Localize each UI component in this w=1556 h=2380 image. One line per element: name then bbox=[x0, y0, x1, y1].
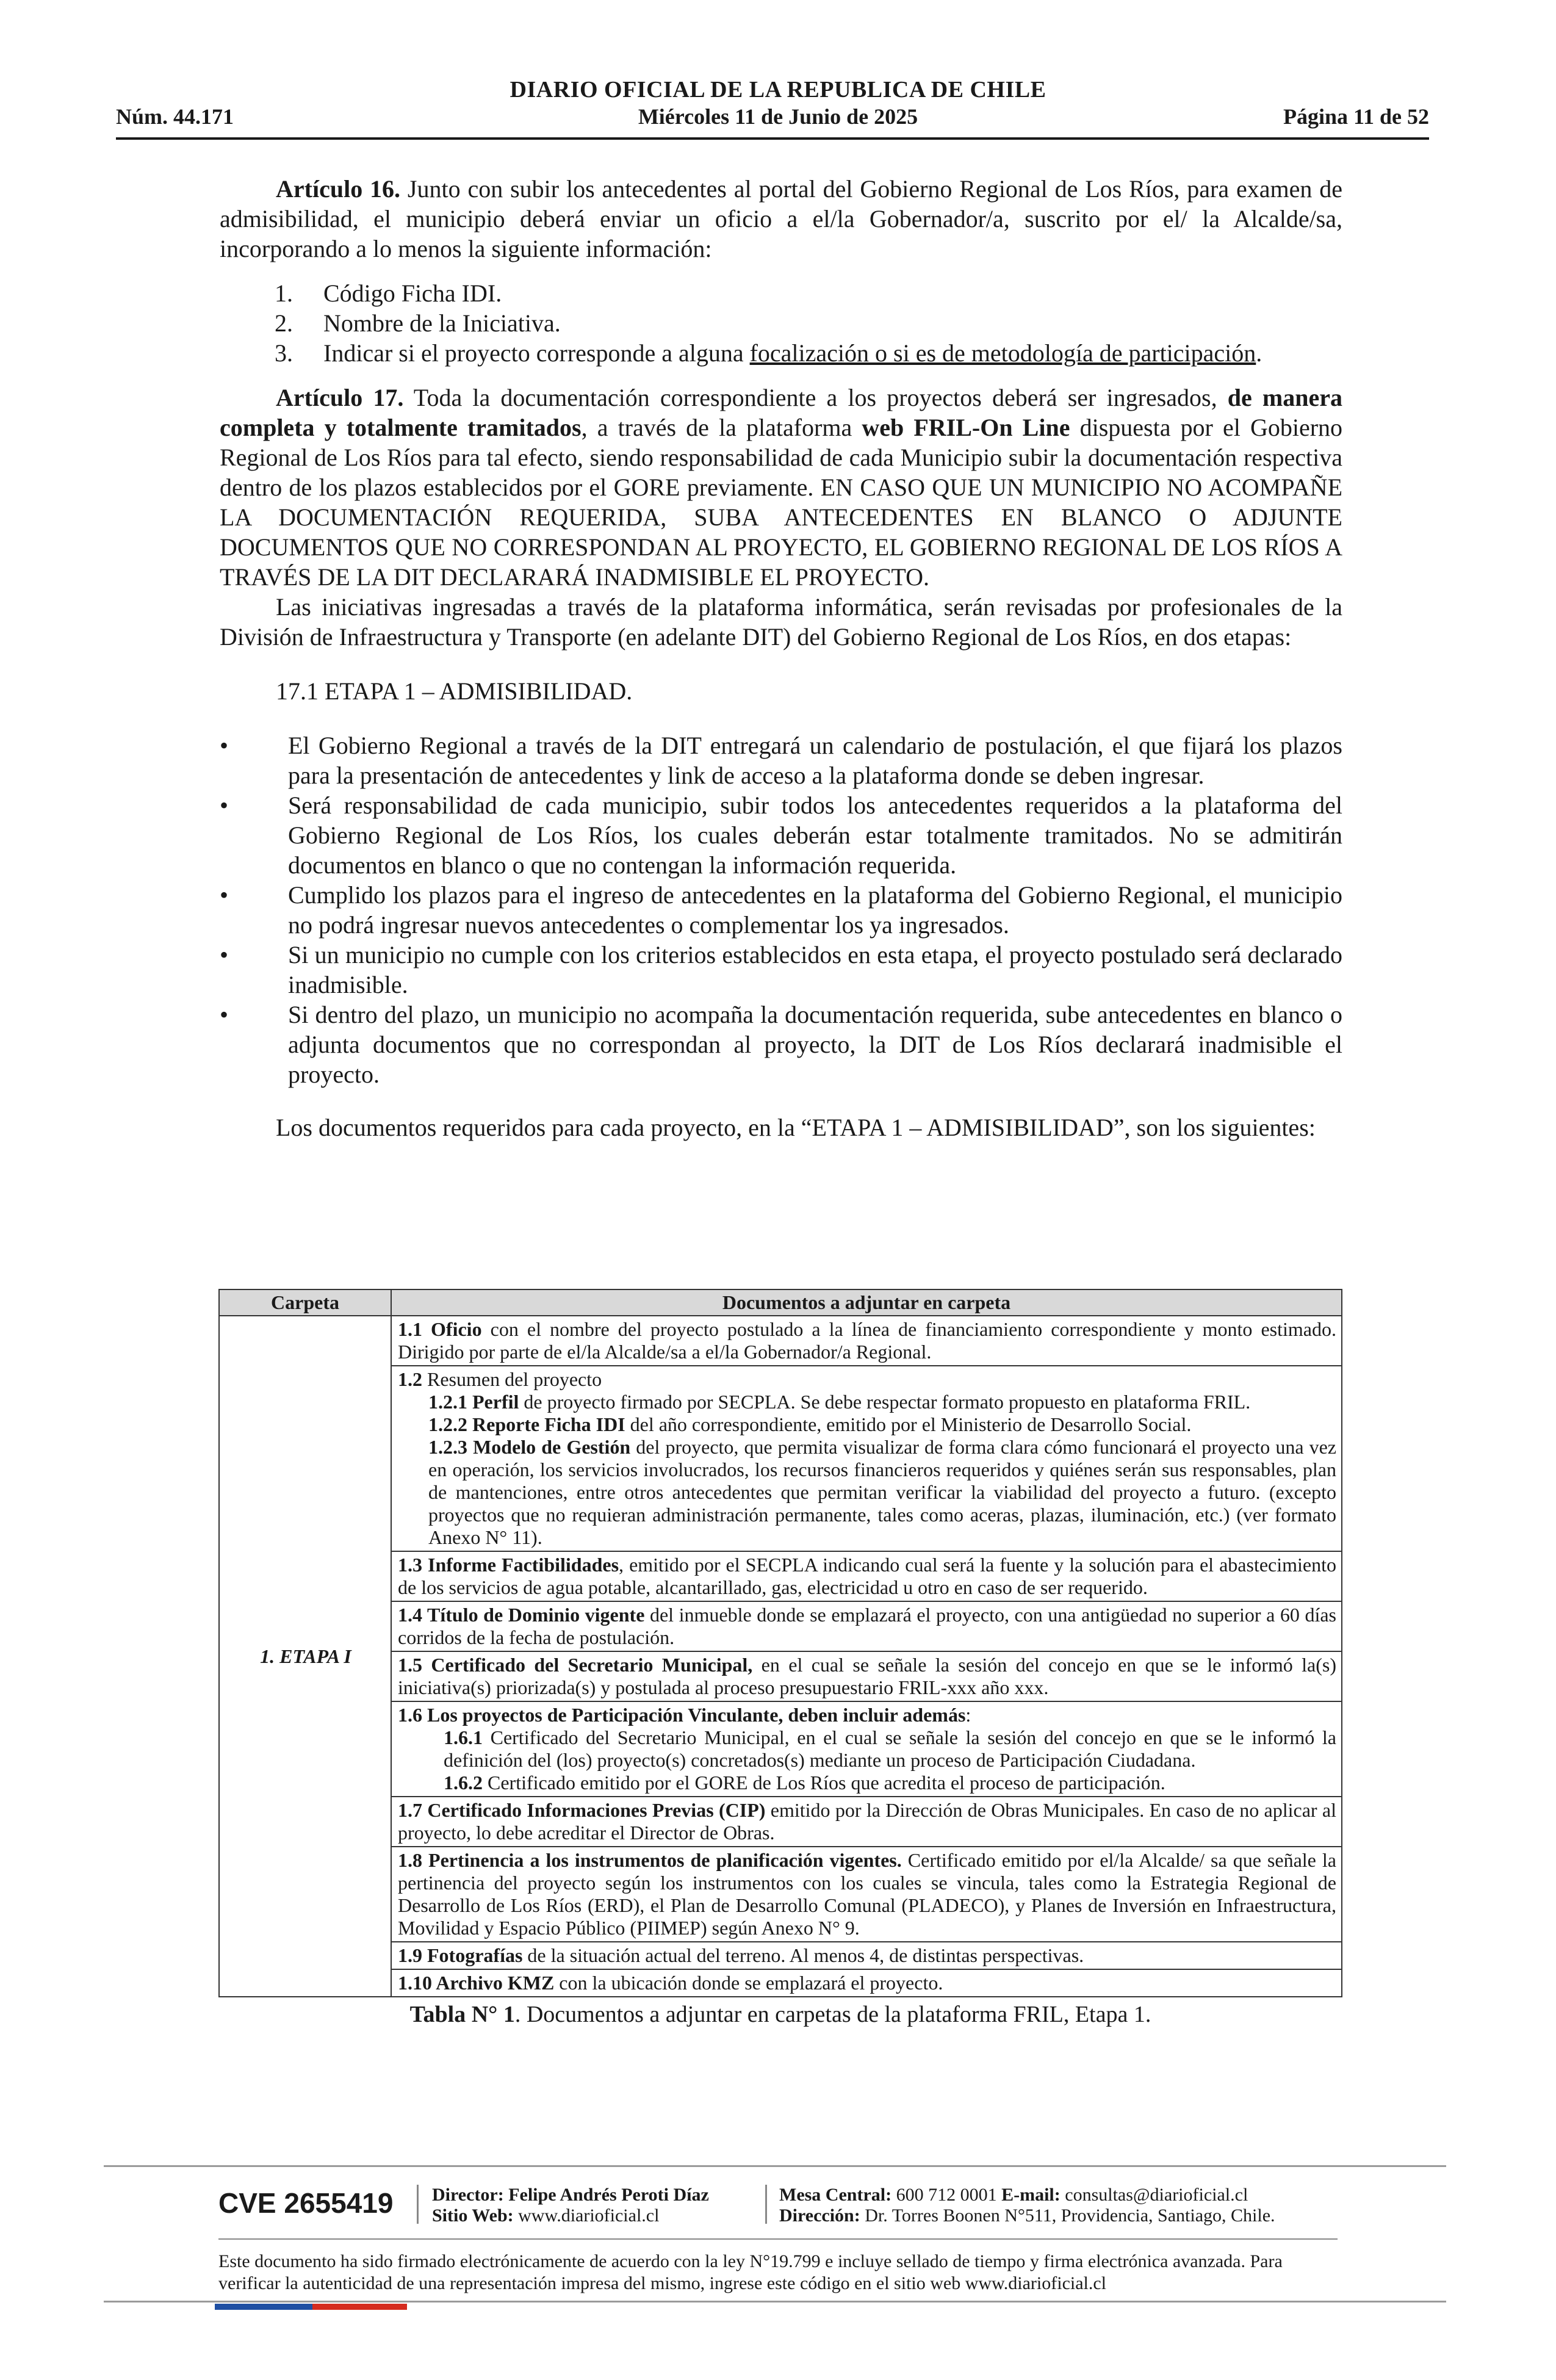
list-item: • Cumplido los plazos para el ingreso de antecedentes en la plataforma del Gobierno Regional, el municipio no podrá ingresar nuevos antecedentes o complementar los ya ingresados. bbox=[220, 881, 1342, 939]
article-17-paragraph-2: Las iniciativas ingresadas a través de la plataforma informática, serán revisadas por profesionales de la División de Infraestructura y Transporte (en adelante DIT) del Gobierno Regional de Los Ríos, en dos etapas: bbox=[220, 593, 1342, 651]
article-17-paragraph: Artículo 17. Toda la documentación correspondiente a los proyectos deberá ser ingresados, de manera completa y totalmente tramitados, a través de la plataforma web FRIL-On Line dispuesta por el Gobierno Regional de Los Ríos para tal efecto, siendo responsabilidad de cada Municipio subir la documentación respectiva dentro de los plazos establecidos por el GORE previamente. EN CASO QUE UN MUNICIPIO NO ACOMPAÑE LA DOCUMENTACIÓN REQUERIDA, SUBA ANTECEDENTES EN BLANCO O ADJUNTE DOCUMENTOS QUE NO CORRESPONDAN AL PROYECTO, EL GOBIERNO REGIONAL DE LOS RÍOS A TRAVÉS DE LA DIT DECLARARÁ INADMISIBLE EL PROYECTO. bbox=[220, 384, 1343, 591]
table-cell: 1.10 Archivo KMZ con la ubicación donde se emplazará el proyecto. bbox=[391, 1969, 1342, 1997]
table-cell: 1.7 Certificado Informaciones Previas (CIP) emitido por la Dirección de Obras Municipales. En caso de no aplicar al proyecto, lo debe acreditar el Director de Obras. bbox=[391, 1797, 1342, 1847]
email-link[interactable]: consultas@diarioficial.cl bbox=[1060, 2185, 1248, 2205]
list-item: • Si dentro del plazo, un municipio no acompaña la documentación requerida, sube antecedentes en blanco o adjunta documentos que no correspondan al proyecto, la DIT de Los Ríos declarará inadmisible el proyecto. bbox=[220, 1001, 1342, 1088]
table-cell: 1.2 Resumen del proyecto 1.2.1 Perfil de proyecto firmado por SECPLA. Se debe respectar formato propuesto en plataforma FRIL. 1.2.2 Reporte Ficha IDI del año correspondiente, emitido por el Ministerio de Desarrollo Social. 1.2.3 Modelo de Gestión del proyecto, que permita visualizar de forma clara cómo funcionará el proyecto una vez en operación, los servicios involucrados, los recursos financieros requeridos y quiénes serán sus responsables, plan de mantenciones, entre otros antecedentes que permitan verificar la viabilidad del proyecto a futuro. (excepto proyectos que no requieran administración permanente, tales como aceras, plazas, iluminación, etc.) (ver formato Anexo N° 11). bbox=[391, 1366, 1342, 1551]
issue-date: Miércoles 11 de Junio de 2025 bbox=[638, 104, 918, 129]
footer-divider bbox=[104, 2301, 1446, 2302]
website-link[interactable]: www.diarioficial.cl bbox=[513, 2205, 660, 2226]
footer-contact-block: Mesa Central: 600 712 0001 E-mail: consultas@diarioficial.cl Dirección: Dr. Torres Boonen N°511, Providencia, Santiago, Chile. bbox=[779, 2185, 1275, 2226]
table-cell: 1.8 Pertinencia a los instrumentos de planificación vigentes. Certificado emitido por el/la Alcalde/ sa que señale la pertinencia del proyecto según los instrumentos con los cuales se vincula, tales como la Estrategia Regional de Desarrollo de Los Ríos (ERD), el Plan de Desarrollo Comunal (PLADECO), y Planes de Inversión en Infraestructura, Movilidad y Espacio Público (PIIMEP) según Anexo N° 9. bbox=[391, 1847, 1342, 1942]
header-rule bbox=[116, 137, 1429, 140]
footer-divider bbox=[218, 2238, 1338, 2240]
issue-number: Núm. 44.171 bbox=[116, 104, 234, 129]
journal-title: DIARIO OFICIAL DE LA REPUBLICA DE CHILE bbox=[510, 77, 1046, 103]
bullet-icon: • bbox=[220, 881, 229, 909]
list-item: 2. Nombre de la Iniciativa. bbox=[275, 309, 561, 337]
table-row bbox=[219, 1316, 1342, 1366]
list-item: • Será responsabilidad de cada municipio, subir todos los antecedentes requeridos a la plataforma del Gobierno Regional de Los Ríos, los cuales deberán estar totalmente tramitados. No se admitirán documentos en blanco o que no contengan la información requerida. bbox=[220, 792, 1342, 879]
column-header-carpeta: Carpeta bbox=[219, 1289, 391, 1316]
table-cell: 1.6 Los proyectos de Participación Vinculante, deben incluir además: 1.6.1 Certificado del Secretario Municipal, en el cual se señale la sesión del concejo en que se le informó la definición del (los) proyecto(s) concretados(s) mediante un proceso de Participación Ciudadana. 1.6.2 Certificado emitido por el GORE de Los Ríos que acredita el proceso de participación. bbox=[391, 1701, 1342, 1797]
table-cell: 1.9 Fotografías de la situación actual del terreno. Al menos 4, de distintas perspectivas. bbox=[391, 1942, 1342, 1969]
article-16-list bbox=[275, 278, 1342, 368]
article-17-label: Artículo 17. bbox=[276, 384, 404, 411]
documents-intro: Los documentos requeridos para cada proyecto, en la “ETAPA 1 – ADMISIBILIDAD”, son los siguientes: bbox=[276, 1114, 1316, 1141]
carpeta-cell: 1. ETAPA I bbox=[219, 1316, 391, 1997]
table-cell: 1.1 Oficio con el nombre del proyecto postulado a la línea de financiamiento correspondiente y monto estimado. Dirigido por parte de el/la Alcalde/sa a el/la Gobernador/a Regional. bbox=[391, 1316, 1342, 1366]
article-16-paragraph bbox=[220, 174, 1342, 264]
footer-separator bbox=[417, 2185, 419, 2224]
underlined-text: focalización o si es de metodología de participación bbox=[749, 339, 1256, 367]
documents-table bbox=[218, 1289, 1342, 1997]
table-header-row bbox=[219, 1289, 1342, 1316]
table-cell: 1.3 Informe Factibilidades, emitido por el SECPLA indicando cual será la fuente y la solución para el abastecimiento de los servicios de agua potable, alcantarillado, gas, electricidad u otro en caso de ser requerido. bbox=[391, 1551, 1342, 1601]
cve-code: CVE 2655419 bbox=[218, 2187, 394, 2219]
flag-red-segment bbox=[312, 2304, 407, 2310]
flag-stripe bbox=[215, 2304, 407, 2310]
footer-divider bbox=[104, 2165, 1446, 2167]
etapa-bullets bbox=[220, 730, 1342, 1089]
list-item: 1. Código Ficha IDI. bbox=[275, 279, 502, 307]
column-header-documentos: Documentos a adjuntar en carpeta bbox=[391, 1289, 1342, 1316]
list-item: • Si un municipio no cumple con los criterios establecidos en esta etapa, el proyecto postulado será declarado inadmisible. bbox=[220, 941, 1342, 998]
list-item: • El Gobierno Regional a través de la DIT entregará un calendario de postulación, el que fijará los plazos para la presentación de antecedentes y link de acceso a la plataforma donde se deben ingresar. bbox=[220, 732, 1342, 789]
document-body bbox=[220, 174, 1342, 1142]
legal-notice: Este documento ha sido firmado electrónicamente de acuerdo con la ley N°19.799 e incluye sellado de tiempo y firma electrónica avanzada. Para verificar la autenticidad de una representación impresa del mismo, ingrese este código en el sitio web www.diarioficial.cl bbox=[218, 2251, 1283, 2293]
flag-blue-segment bbox=[215, 2304, 312, 2310]
etapa-heading: 17.1 ETAPA 1 – ADMISIBILIDAD. bbox=[276, 677, 633, 705]
article-16-label: Artículo 16. bbox=[276, 175, 401, 203]
list-item: 3. Indicar si el proyecto corresponde a alguna focalización o si es de metodología de participación. bbox=[275, 339, 1262, 367]
footer-separator bbox=[765, 2185, 767, 2224]
bullet-icon: • bbox=[220, 1001, 229, 1028]
table-caption: Tabla N° 1. Documentos a adjuntar en carpetas de la plataforma FRIL, Etapa 1. bbox=[409, 2002, 1151, 2027]
bullet-icon: • bbox=[220, 792, 229, 819]
table-cell: 1.5 Certificado del Secretario Municipal, en el cual se señale la sesión del concejo en que se le informó la(s) iniciativa(s) priorizada(s) y postulada al proceso presupuestario FRIL-xxx año xxx. bbox=[391, 1651, 1342, 1701]
table-cell: 1.4 Título de Dominio vigente del inmueble donde se emplazará el proyecto, con una antigüedad no superior a 60 días corridos de la fecha de postulación. bbox=[391, 1601, 1342, 1651]
bullet-icon: • bbox=[220, 941, 229, 968]
documents-table-container bbox=[218, 1289, 1342, 2028]
article-16-text: Junto con subir los antecedentes al portal del Gobierno Regional de Los Ríos, para examen de admisibilidad, el municipio deberá enviar un oficio a el/la Gobernador/a, suscrito por el/ la Alcalde/sa, incorporando a lo menos la siguiente información: bbox=[220, 175, 1342, 262]
footer-director-block: Director: Felipe Andrés Peroti Díaz Sitio Web: www.diarioficial.cl bbox=[432, 2185, 709, 2226]
page-number: Página 11 de 52 bbox=[1283, 104, 1429, 129]
bullet-icon: • bbox=[220, 732, 229, 759]
